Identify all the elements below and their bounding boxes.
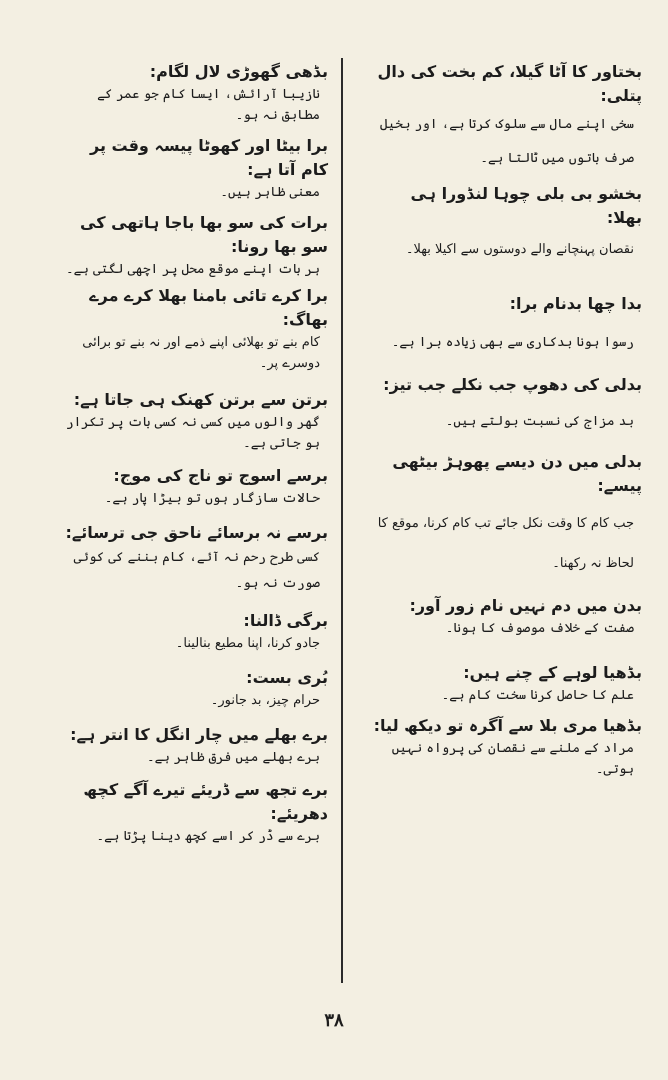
proverb-entry — [58, 778, 328, 847]
proverb-entry — [372, 60, 642, 176]
proverb-definition: حالات سازگار ہوں تو بیڑا پار ہے۔ — [104, 491, 320, 506]
proverb-heading: برے تجھ سے ڈریئے تیرے آگے کچھ دھریئے: — [83, 780, 328, 823]
proverb-heading: بڈھی گھوڑی لال لگام: — [149, 62, 328, 81]
proverb-definition: صفت کے خلاف موصوف کا ہونا۔ — [445, 621, 634, 636]
left-column — [58, 60, 328, 847]
proverb-heading: برسے نہ برسائے ناحق جی ترسائے: — [65, 523, 328, 542]
proverb-definition: جب کام کا وقت نکل جائے تب کام کرنا، موقع کا لحاظ نہ رکھنا۔ — [377, 516, 634, 571]
proverb-heading: بدلی میں دن دیسے پھوہڑ بیٹھی پیسے: — [392, 452, 642, 495]
proverb-heading: برسے اسوج تو ناج کی موج: — [113, 466, 328, 485]
proverb-definition: برے سے ڈر کر اسے کچھ دینا پڑتا ہے۔ — [96, 829, 320, 844]
proverb-definition: کسی طرح رحم نہ آئے، کام بننے کی کوئی صورت نہ ہو۔ — [73, 550, 320, 591]
proverb-heading: بڈھیا لوہے کے چنے ہیں: — [463, 663, 642, 682]
proverb-entry — [372, 292, 642, 353]
right-column — [372, 60, 642, 780]
proverb-definition: علم کا حاصل کرنا سخت کام ہے۔ — [441, 688, 634, 703]
proverb-heading: برتن سے برتن کھنک ہی جاتا ہے: — [73, 390, 328, 409]
proverb-definition: ہر بات اپنے موقع محل پر اچھی لگتی ہے۔ — [66, 262, 320, 277]
proverb-entry — [58, 284, 328, 374]
proverb-heading: بُری بست: — [246, 668, 328, 687]
proverb-definition: نقصان پہنچانے والے دوستوں سے اکیلا بھلا۔ — [405, 242, 634, 257]
proverb-entry — [372, 594, 642, 639]
proverb-definition: بد مزاج کی نسبت بولتے ہیں۔ — [445, 414, 634, 429]
proverb-entry — [58, 60, 328, 126]
proverb-entry — [372, 714, 642, 780]
proverb-definition: مراد کے ملنے سے نقصان کی پرواہ نہیں ہوتی۔ — [391, 741, 634, 777]
proverb-entry — [58, 521, 328, 597]
proverb-entry — [372, 373, 642, 432]
proverb-definition: کام بنے تو بھلائی اپنے ذمے اور نہ بنے تو برائی دوسرے پر۔ — [82, 335, 320, 371]
proverb-heading: بدا چھا بدنام برا: — [509, 294, 642, 313]
proverb-entry — [58, 723, 328, 768]
proverb-heading: برے بھلے میں چار انگل کا انتر ہے: — [70, 725, 328, 744]
proverb-entry — [372, 661, 642, 706]
page-number: ۳۸ — [324, 1010, 344, 1031]
proverb-heading: بختاور کا آٹا گیلا، کم بخت کی دال پتلی: — [377, 62, 642, 105]
proverb-definition: حرام چیز، بد جانور۔ — [210, 693, 320, 708]
proverb-entry — [58, 211, 328, 280]
proverb-definition: سخی اپنے مال سے سلوک کرتا ہے، اور بخیل صرف باتوں میں ٹالتا ہے۔ — [380, 117, 634, 166]
proverb-definition: جادو کرنا، اپنا مطیع بنالینا۔ — [175, 636, 320, 651]
proverb-entry — [372, 450, 642, 584]
proverb-heading: برا کرے تائی بامنا بھلا کرے مرے بھاگ: — [89, 286, 328, 329]
proverb-entry — [58, 609, 328, 654]
proverb-entry — [372, 182, 642, 270]
proverb-entry — [58, 464, 328, 509]
proverb-heading: برگی ڈالنا: — [243, 611, 328, 630]
proverb-heading: بڈھیا مری بلا سے آگرہ تو دیکھ لیا: — [373, 716, 642, 735]
proverb-definition: نازیبا آرائش، ایسا کام جو عمر کے مطابق نہ ہو۔ — [97, 87, 320, 123]
proverb-definition: برے بھلے میں فرق ظاہر ہے۔ — [146, 750, 320, 765]
proverb-definition: رسوا ہونا بدکاری سے بھی زیادہ برا ہے۔ — [391, 335, 634, 350]
proverb-heading: بدلی کی دھوپ جب نکلے جب تیز: — [383, 375, 642, 394]
proverb-heading: برات کی سو بھا باجا ہاتھی کی سو بھا رونا: — [80, 213, 328, 256]
column-divider — [341, 58, 343, 983]
proverb-entry — [58, 666, 328, 711]
proverb-heading: بخشو بی بلی چوہا لنڈورا ہی بھلا: — [410, 184, 642, 227]
proverb-definition: گھر والوں میں کسی نہ کسی بات پر تکرار ہو جاتی ہے۔ — [66, 415, 320, 451]
proverb-entry — [58, 134, 328, 203]
proverb-entry — [58, 388, 328, 454]
proverb-definition: معنی ظاہر ہیں۔ — [220, 185, 320, 200]
proverb-heading: بدن میں دم نہیں نام زور آور: — [409, 596, 642, 615]
proverb-heading: برا بیٹا اور کھوٹا پیسہ وقت پر کام آتا ہے: — [89, 136, 328, 179]
